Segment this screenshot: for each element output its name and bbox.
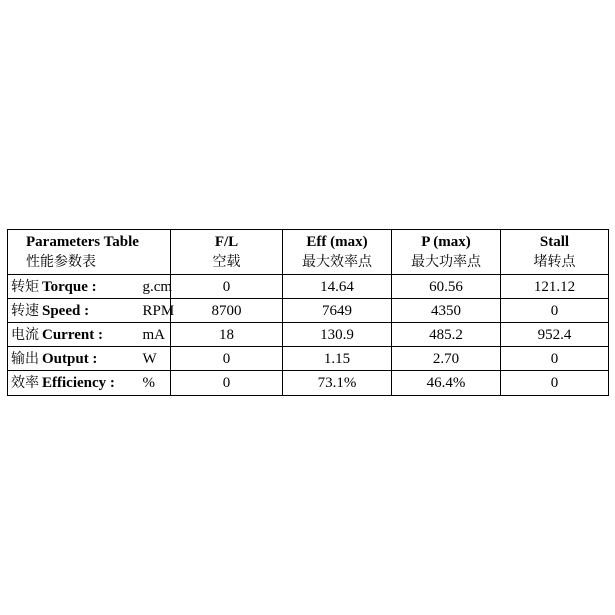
row-label-cell bbox=[8, 371, 137, 396]
row-label-en: Torque : bbox=[42, 278, 97, 295]
column-header-zh: 空载 bbox=[212, 254, 241, 270]
table-cell: 2.70 bbox=[392, 347, 501, 371]
column-header-stall bbox=[501, 230, 609, 275]
table-cell: 8700 bbox=[171, 299, 283, 323]
column-header-p-max bbox=[392, 230, 501, 275]
table-cell: 4350 bbox=[392, 299, 501, 323]
column-header-fl bbox=[171, 230, 283, 275]
table-cell: 0 bbox=[171, 371, 283, 396]
row-label-en: Output : bbox=[42, 350, 98, 367]
row-unit-cell: RPM bbox=[137, 299, 171, 323]
table-cell: 0 bbox=[501, 299, 609, 323]
table-cell: 73.1% bbox=[283, 371, 392, 396]
table-cell: 485.2 bbox=[392, 323, 501, 347]
table-title-zh: 性能参数表 bbox=[26, 254, 96, 270]
row-label-zh: 输出 bbox=[11, 350, 39, 367]
column-header-eff-max bbox=[283, 230, 392, 275]
table-cell: 952.4 bbox=[501, 323, 609, 347]
table-cell: 18 bbox=[171, 323, 283, 347]
column-header-en: F/L bbox=[214, 234, 239, 250]
row-label-zh: 转矩 bbox=[11, 278, 39, 295]
row-label-zh: 转速 bbox=[11, 302, 39, 319]
table-title-cell bbox=[8, 230, 171, 275]
column-header-zh: 堵转点 bbox=[533, 254, 576, 270]
parameters-table bbox=[7, 229, 609, 396]
row-unit-cell: % bbox=[137, 371, 171, 396]
table-row bbox=[8, 299, 609, 323]
table-cell: 60.56 bbox=[392, 275, 501, 299]
row-unit-cell: W bbox=[137, 347, 171, 371]
table-cell: 1.15 bbox=[283, 347, 392, 371]
row-label-zh: 电流 bbox=[11, 326, 39, 343]
table-cell: 0 bbox=[501, 371, 609, 396]
table-row bbox=[8, 347, 609, 371]
column-header-zh: 最大功率点 bbox=[411, 254, 481, 270]
column-header-en: Eff (max) bbox=[306, 234, 368, 250]
table-cell: 0 bbox=[171, 275, 283, 299]
table-row bbox=[8, 275, 609, 299]
row-label-zh: 效率 bbox=[11, 375, 39, 391]
table-cell: 7649 bbox=[283, 299, 392, 323]
row-label-cell bbox=[8, 299, 137, 323]
table-cell: 130.9 bbox=[283, 323, 392, 347]
table-title-en: Parameters Table bbox=[26, 234, 139, 250]
row-label-en: Speed : bbox=[42, 302, 90, 319]
table-cell: 121.12 bbox=[501, 275, 609, 299]
row-label-cell bbox=[8, 323, 137, 347]
row-label-en: Efficiency : bbox=[42, 375, 115, 391]
row-label-cell bbox=[8, 275, 137, 299]
row-unit-cell: mA bbox=[137, 323, 171, 347]
table-cell: 46.4% bbox=[392, 371, 501, 396]
row-label-cell bbox=[8, 347, 137, 371]
table-cell: 14.64 bbox=[283, 275, 392, 299]
row-label-en: Current : bbox=[42, 326, 103, 343]
column-header-en: Stall bbox=[539, 234, 570, 250]
table-header-row bbox=[8, 230, 609, 275]
table-row bbox=[8, 323, 609, 347]
column-header-en: P (max) bbox=[421, 234, 471, 250]
table-cell: 0 bbox=[171, 347, 283, 371]
table-cell: 0 bbox=[501, 347, 609, 371]
table-row bbox=[8, 371, 609, 396]
row-unit-cell: g.cm bbox=[137, 275, 171, 299]
column-header-zh: 最大效率点 bbox=[302, 254, 372, 270]
